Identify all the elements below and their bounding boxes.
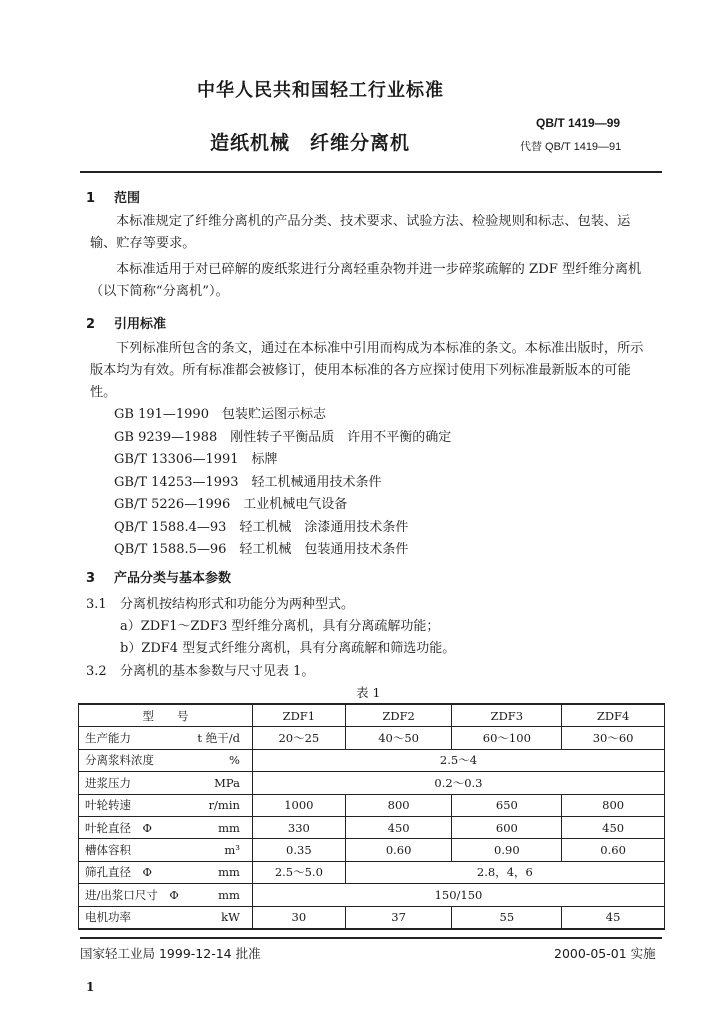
reference-list	[114, 404, 451, 562]
table-cell: 450	[562, 816, 665, 838]
approval-date: 国家轻工业局 1999-12-14 批准	[80, 946, 261, 961]
reference-item: GB 9239—1988 刚性转子平衡品质 许用不平衡的确定	[114, 429, 452, 445]
row-label: 槽体容积	[79, 839, 191, 861]
table-cell: 650	[452, 794, 562, 816]
table-cell: 55	[452, 906, 562, 929]
row-label: 电机功率	[79, 906, 191, 929]
standard-code: QB/T 1419—99	[536, 116, 621, 130]
clause-3-1-a: a）ZDF1～ZDF3 型纤维分离机，具有分离疏解功能；	[120, 619, 440, 634]
row-label: 叶轮转速	[79, 794, 191, 816]
replaces-standard: 代替 QB/T 1419—91	[520, 141, 622, 153]
row-unit: mm	[190, 861, 252, 883]
clause-text: 分离机按结构形式和功能分为两种型式。	[120, 597, 355, 612]
row-label: 进/出浆口尺寸 Φ	[79, 884, 191, 906]
row-label: 进浆压力	[79, 772, 191, 794]
clause-text: 分离机的基本参数与尺寸见表 1。	[120, 664, 315, 679]
row-unit: r/min	[190, 794, 252, 816]
table-cell: 0.35	[252, 839, 345, 861]
table-header-row	[79, 704, 665, 727]
section-2-paragraph-1: 下列标准所包含的条文，通过在本标准中引用而构成为本标准的条文。本标准出版时，所示版本均为有效。所有标准都会被修订，使用本标准的各方应探讨使用下列标准最新版本的可能性。	[90, 341, 644, 400]
table-caption: 表 1	[356, 685, 381, 700]
table-row	[79, 727, 665, 749]
effective-date: 2000-05-01 实施	[554, 946, 656, 961]
parameters-table	[78, 703, 665, 930]
section-1-paragraph-1: 本标准规定了纤维分离机的产品分类、技术要求、试验方法、检验规则和标志、包装、运输、贮存等要求。	[90, 214, 631, 251]
reference-item: GB/T 5226—1996 工业机械电气设备	[114, 497, 348, 512]
clause-3-2	[86, 661, 314, 683]
model-cell: ZDF4	[562, 704, 665, 727]
section-title: 产品分类与基本参数	[114, 571, 232, 586]
row-label: 生产能力	[79, 727, 191, 749]
standard-title: 造纸机械 纤维分离机	[210, 132, 411, 154]
clause-3-1	[86, 594, 354, 616]
row-unit: t 绝干/d	[190, 727, 252, 749]
reference-item: GB 191—1990 包装贮运图示标志	[114, 407, 326, 422]
section-number: 1	[86, 191, 96, 206]
table-row	[79, 861, 665, 883]
table-cell: 450	[345, 816, 452, 838]
table-cell: 0.90	[452, 839, 562, 861]
row-label: 叶轮直径 Φ	[79, 816, 191, 838]
table-cell: 0.60	[345, 839, 452, 861]
model-header: 型 号	[79, 704, 253, 727]
clause-number: 3.1	[86, 597, 107, 612]
section-3-heading	[86, 567, 231, 586]
footer-rule	[80, 937, 662, 939]
table-cell: 2.5～4	[252, 749, 664, 771]
table-row	[79, 839, 665, 861]
model-cell: ZDF3	[452, 704, 562, 727]
row-unit: m³	[190, 839, 252, 861]
section-number: 3	[86, 571, 96, 586]
table-row	[79, 749, 665, 771]
table-cell: 600	[452, 816, 562, 838]
table-cell: 0.60	[562, 839, 665, 861]
reference-item: GB/T 14253—1993 轻工机械通用技术条件	[114, 474, 382, 490]
row-label: 分离浆料浓度	[79, 749, 191, 771]
table-cell: 330	[252, 816, 345, 838]
row-unit: mm	[190, 884, 252, 906]
header-rule	[80, 171, 662, 173]
model-cell: ZDF1	[252, 704, 345, 727]
section-title: 范围	[114, 191, 141, 206]
table-cell: 40～50	[345, 727, 452, 749]
clause-3-1-b: b）ZDF4 型复式纤维分离机，具有分离疏解和筛选功能。	[120, 641, 456, 656]
table-cell: 37	[345, 906, 452, 929]
table-cell: 20～25	[252, 727, 345, 749]
section-title: 引用标准	[114, 317, 167, 332]
table-cell: 800	[562, 794, 665, 816]
table-row	[79, 816, 665, 838]
page-number: 1	[86, 980, 95, 994]
section-1-heading	[86, 187, 140, 206]
table-cell: 800	[345, 794, 452, 816]
section-1-paragraph-2: 本标准适用于对已碎解的废纸浆进行分离轻重杂物并进一步碎浆疏解的 ZDF 型纤维分离机（以下简称“分离机”）。	[90, 262, 642, 299]
table-cell: 0.2～0.3	[252, 772, 664, 794]
row-label: 筛孔直径 Φ	[79, 861, 191, 883]
model-cell: ZDF2	[345, 704, 452, 727]
table-cell: 2.8，4，6	[345, 861, 664, 883]
row-unit: %	[190, 749, 252, 771]
row-unit: MPa	[190, 772, 252, 794]
table-cell: 30～60	[562, 727, 665, 749]
table-row	[79, 906, 665, 929]
table-cell: 150/150	[252, 884, 664, 906]
section-2-heading	[86, 313, 166, 332]
section-number: 2	[86, 317, 96, 332]
table-row	[79, 772, 665, 794]
row-unit: mm	[190, 816, 252, 838]
table-cell: 60～100	[452, 727, 562, 749]
table-row	[79, 884, 665, 906]
clause-number: 3.2	[86, 664, 107, 679]
table-cell: 1000	[252, 794, 345, 816]
reference-item: QB/T 1588.5—96 轻工机械 包装通用技术条件	[114, 542, 409, 557]
table-cell: 45	[562, 906, 665, 929]
table-cell: 30	[252, 906, 345, 929]
table-cell: 2.5～5.0	[252, 861, 345, 883]
row-unit: kW	[190, 906, 252, 929]
reference-item: QB/T 1588.4—93 轻工机械 涂漆通用技术条件	[114, 519, 409, 535]
issuing-body-title: 中华人民共和国轻工行业标准	[197, 80, 444, 101]
reference-item: GB/T 13306—1991 标牌	[114, 452, 278, 467]
table-row	[79, 794, 665, 816]
